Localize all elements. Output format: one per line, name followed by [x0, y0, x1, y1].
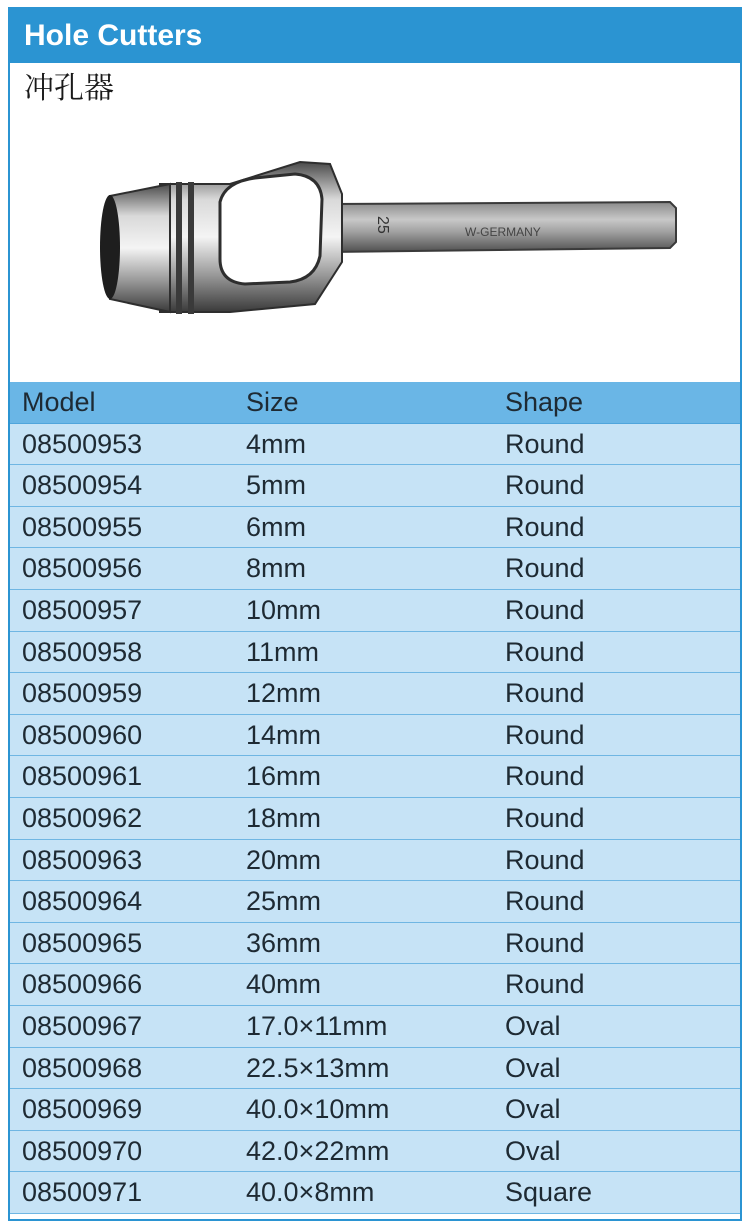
table-row	[10, 840, 740, 882]
size-cell: 25mm	[246, 886, 322, 917]
size-cell: 6mm	[246, 511, 306, 542]
size-cell: 40.0×8mm	[246, 1177, 375, 1208]
shape-cell: Round	[505, 511, 585, 542]
model-cell: 08500959	[22, 678, 143, 709]
model-cell: 08500960	[22, 719, 143, 750]
model-cell: 08500954	[22, 470, 143, 501]
table-row	[10, 798, 740, 840]
table-row	[10, 632, 740, 674]
size-cell: 40.0×10mm	[246, 1094, 390, 1125]
table-row	[10, 507, 740, 549]
model-cell: 08500963	[22, 844, 143, 875]
shape-cell: Round	[505, 886, 585, 917]
size-cell: 4mm	[246, 428, 306, 459]
page-title: Hole Cutters	[10, 9, 740, 63]
page-subtitle: 冲孔器	[24, 71, 114, 106]
shape-cell: Oval	[505, 1135, 561, 1166]
size-cell: 11mm	[246, 636, 320, 667]
size-cell: 10mm	[246, 594, 322, 625]
shape-cell: Round	[505, 594, 585, 625]
shape-cell: Oval	[505, 1094, 561, 1125]
shape-cell: Round	[505, 470, 585, 501]
table-row	[10, 548, 740, 590]
table-row	[10, 715, 740, 757]
shape-cell: Round	[505, 761, 585, 792]
shape-cell: Round	[505, 927, 585, 958]
size-cell: 12mm	[246, 678, 322, 709]
model-cell: 08500968	[22, 1052, 143, 1083]
model-cell: 08500961	[22, 761, 143, 792]
model-cell: 08500965	[22, 927, 143, 958]
table-row	[10, 923, 740, 965]
hole-cutter-tool-icon	[80, 144, 700, 334]
size-cell: 40mm	[246, 969, 322, 1000]
shape-cell: Round	[505, 428, 585, 459]
model-cell: 08500971	[22, 1177, 143, 1208]
shape-cell: Round	[505, 678, 585, 709]
shape-cell: Round	[505, 636, 585, 667]
column-header-size: Size	[246, 387, 299, 417]
table-row	[10, 1006, 740, 1048]
model-cell: 08500957	[22, 594, 143, 625]
table-row	[10, 881, 740, 923]
model-cell: 08500967	[22, 1010, 143, 1041]
model-cell: 08500970	[22, 1135, 143, 1166]
column-header-shape: Shape	[505, 387, 584, 417]
column-header-model: Model	[22, 387, 96, 417]
shape-cell: Round	[505, 844, 585, 875]
product-card	[8, 7, 742, 1221]
table-row	[10, 424, 740, 466]
shape-cell: Oval	[505, 1010, 561, 1041]
size-cell: 17.0×11mm	[246, 1010, 388, 1041]
table-row	[10, 590, 740, 632]
product-table	[10, 382, 740, 1214]
size-cell: 20mm	[246, 844, 322, 875]
size-cell: 18mm	[246, 802, 322, 833]
model-cell: 08500953	[22, 428, 143, 459]
model-cell: 08500966	[22, 969, 143, 1000]
size-cell: 14mm	[246, 719, 322, 750]
table-row	[10, 756, 740, 798]
shape-cell: Round	[505, 969, 585, 1000]
shape-cell: Round	[505, 802, 585, 833]
model-cell: 08500964	[22, 886, 143, 917]
table-row	[10, 673, 740, 715]
shape-cell: Round	[505, 553, 585, 584]
table-row	[10, 1048, 740, 1090]
size-cell: 5mm	[246, 470, 306, 501]
shape-cell: Oval	[505, 1052, 561, 1083]
table-row	[10, 1131, 740, 1173]
model-cell: 08500956	[22, 553, 143, 584]
table-row	[10, 465, 740, 507]
model-cell: 08500962	[22, 802, 143, 833]
stamp-text: W-GERMANY	[465, 225, 541, 239]
stamp-number: 25	[374, 216, 391, 234]
model-cell: 08500969	[22, 1094, 143, 1125]
size-cell: 8mm	[246, 553, 306, 584]
size-cell: 42.0×22mm	[246, 1135, 390, 1166]
shape-cell: Square	[505, 1177, 593, 1208]
model-cell: 08500955	[22, 511, 143, 542]
table-row	[10, 1089, 740, 1131]
table-row	[10, 1172, 740, 1214]
size-cell: 22.5×13mm	[246, 1052, 390, 1083]
table-header-row	[10, 382, 740, 424]
model-cell: 08500958	[22, 636, 143, 667]
size-cell: 16mm	[246, 761, 322, 792]
shape-cell: Round	[505, 719, 585, 750]
table-row	[10, 964, 740, 1006]
size-cell: 36mm	[246, 927, 322, 958]
